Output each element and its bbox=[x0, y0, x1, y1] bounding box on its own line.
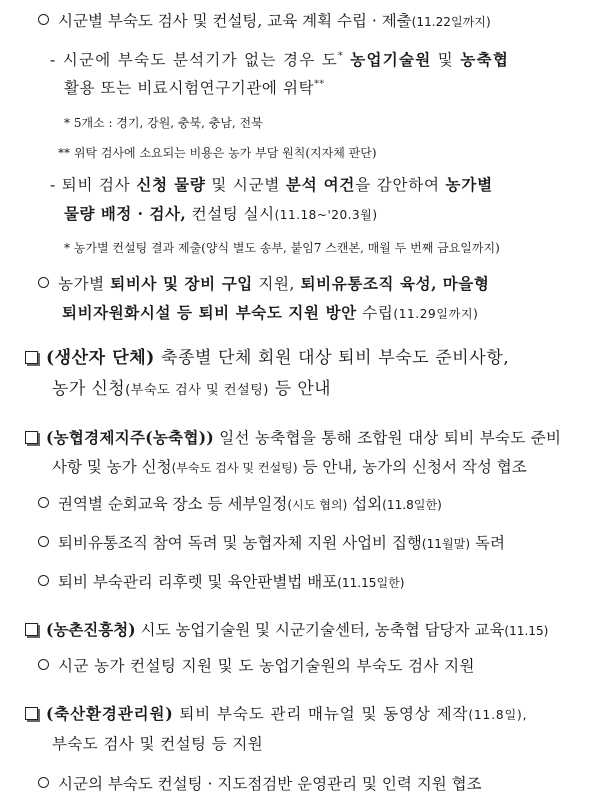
square-bullet-icon bbox=[25, 431, 38, 444]
section-livestock-env-cont: 부숙도 검사 및 컨설팅 등 지원 bbox=[52, 735, 264, 753]
section-producer-groups: (생산자 단체) 축종별 단체 회원 대상 퇴비 부숙도 준비사항, bbox=[25, 350, 509, 367]
section-producer-groups-cont: 농가 신청(부숙도 검사 및 컨설팅) 등 안내 bbox=[52, 379, 331, 399]
circle-bullet-icon bbox=[38, 536, 49, 547]
square-bullet-icon bbox=[25, 623, 38, 636]
circle-bullet-icon bbox=[38, 277, 49, 288]
plan-item: 시군별 부숙도 검사 및 컨설팅, 교육 계획 수립 · 제출(11.22일까지) bbox=[38, 14, 491, 30]
nonghyup-item-schedule: 권역별 순회교육 장소 등 세부일정(시도 협의) 섭외(11.8일한) bbox=[38, 497, 442, 513]
sub-item-inspection-cont: 물량 배정 · 검사, 컨설팅 실시(11.18~'20.3월) bbox=[64, 204, 378, 223]
circle-bullet-icon bbox=[38, 777, 49, 788]
section-livestock-env: (축산환경관리원) 퇴비 부숙도 관리 매뉴얼 및 동영상 제작(11.8일), bbox=[25, 706, 527, 723]
square-bullet-icon bbox=[25, 351, 38, 364]
livestock-env-item: 시군의 부숙도 컨설팅 · 지도점검반 운영관리 및 인력 지원 협조 bbox=[38, 777, 482, 793]
circle-bullet-icon bbox=[38, 575, 49, 586]
plan-item-support-cont: 퇴비자원화시설 등 퇴비 부숙도 지원 방안 수립(11.29일까지) bbox=[62, 303, 479, 322]
circle-bullet-icon bbox=[38, 497, 49, 508]
section-nonghyup-cont: 사항 및 농가 신청(부숙도 검사 및 컨설팅) 등 안내, 농가의 신청서 작성 협조 bbox=[52, 458, 527, 476]
rda-item-support: 시군 농가 컨설팅 지원 및 도 농업기술원의 부숙도 검사 지원 bbox=[38, 659, 475, 675]
nonghyup-item-leaflet: 퇴비 부숙관리 리후렛 및 육안판별법 배포(11.15일한) bbox=[38, 575, 405, 591]
square-bullet-icon bbox=[25, 707, 38, 720]
footnote-3: * 농가별 컨설팅 결과 제출(양식 별도 송부, 붙임7 스캔본, 매월 두 번째 금요일까지) bbox=[64, 241, 500, 255]
plan-item-support: 농가별 퇴비사 및 장비 구입 지원, 퇴비유통조직 육성, 마을형 bbox=[38, 276, 489, 293]
nonghyup-item-budget: 퇴비유통조직 참여 독려 및 농협자체 지원 사업비 집행(11월말) 독려 bbox=[38, 536, 505, 552]
sub-item-analyzer-cont: 활용 또는 비료시험연구기관에 위탁** bbox=[64, 78, 325, 97]
sub-item-analyzer: - 시군에 부숙도 분석기가 없는 경우 도* 농업기술원 및 농축협 bbox=[50, 50, 510, 69]
footnote-2: ** 위탁 검사에 소요되는 비용은 농가 부담 원칙(지자체 판단) bbox=[58, 146, 377, 160]
sub-item-inspection: - 퇴비 검사 신청 물량 및 시군별 분석 여건을 감안하여 농가별 bbox=[50, 175, 493, 194]
footnote-1: * 5개소 : 경기, 강원, 충북, 충남, 전북 bbox=[64, 116, 263, 130]
circle-bullet-icon bbox=[38, 659, 49, 670]
section-rda: (농촌진흥청) 시도 농업기술원 및 시군기술센터, 농축협 담당자 교육(11.15) bbox=[25, 622, 548, 639]
section-nonghyup: (농협경제지주(농축협)) 일선 농축협을 통해 조합원 대상 퇴비 부숙도 준비 bbox=[25, 430, 561, 447]
circle-bullet-icon bbox=[38, 14, 49, 25]
